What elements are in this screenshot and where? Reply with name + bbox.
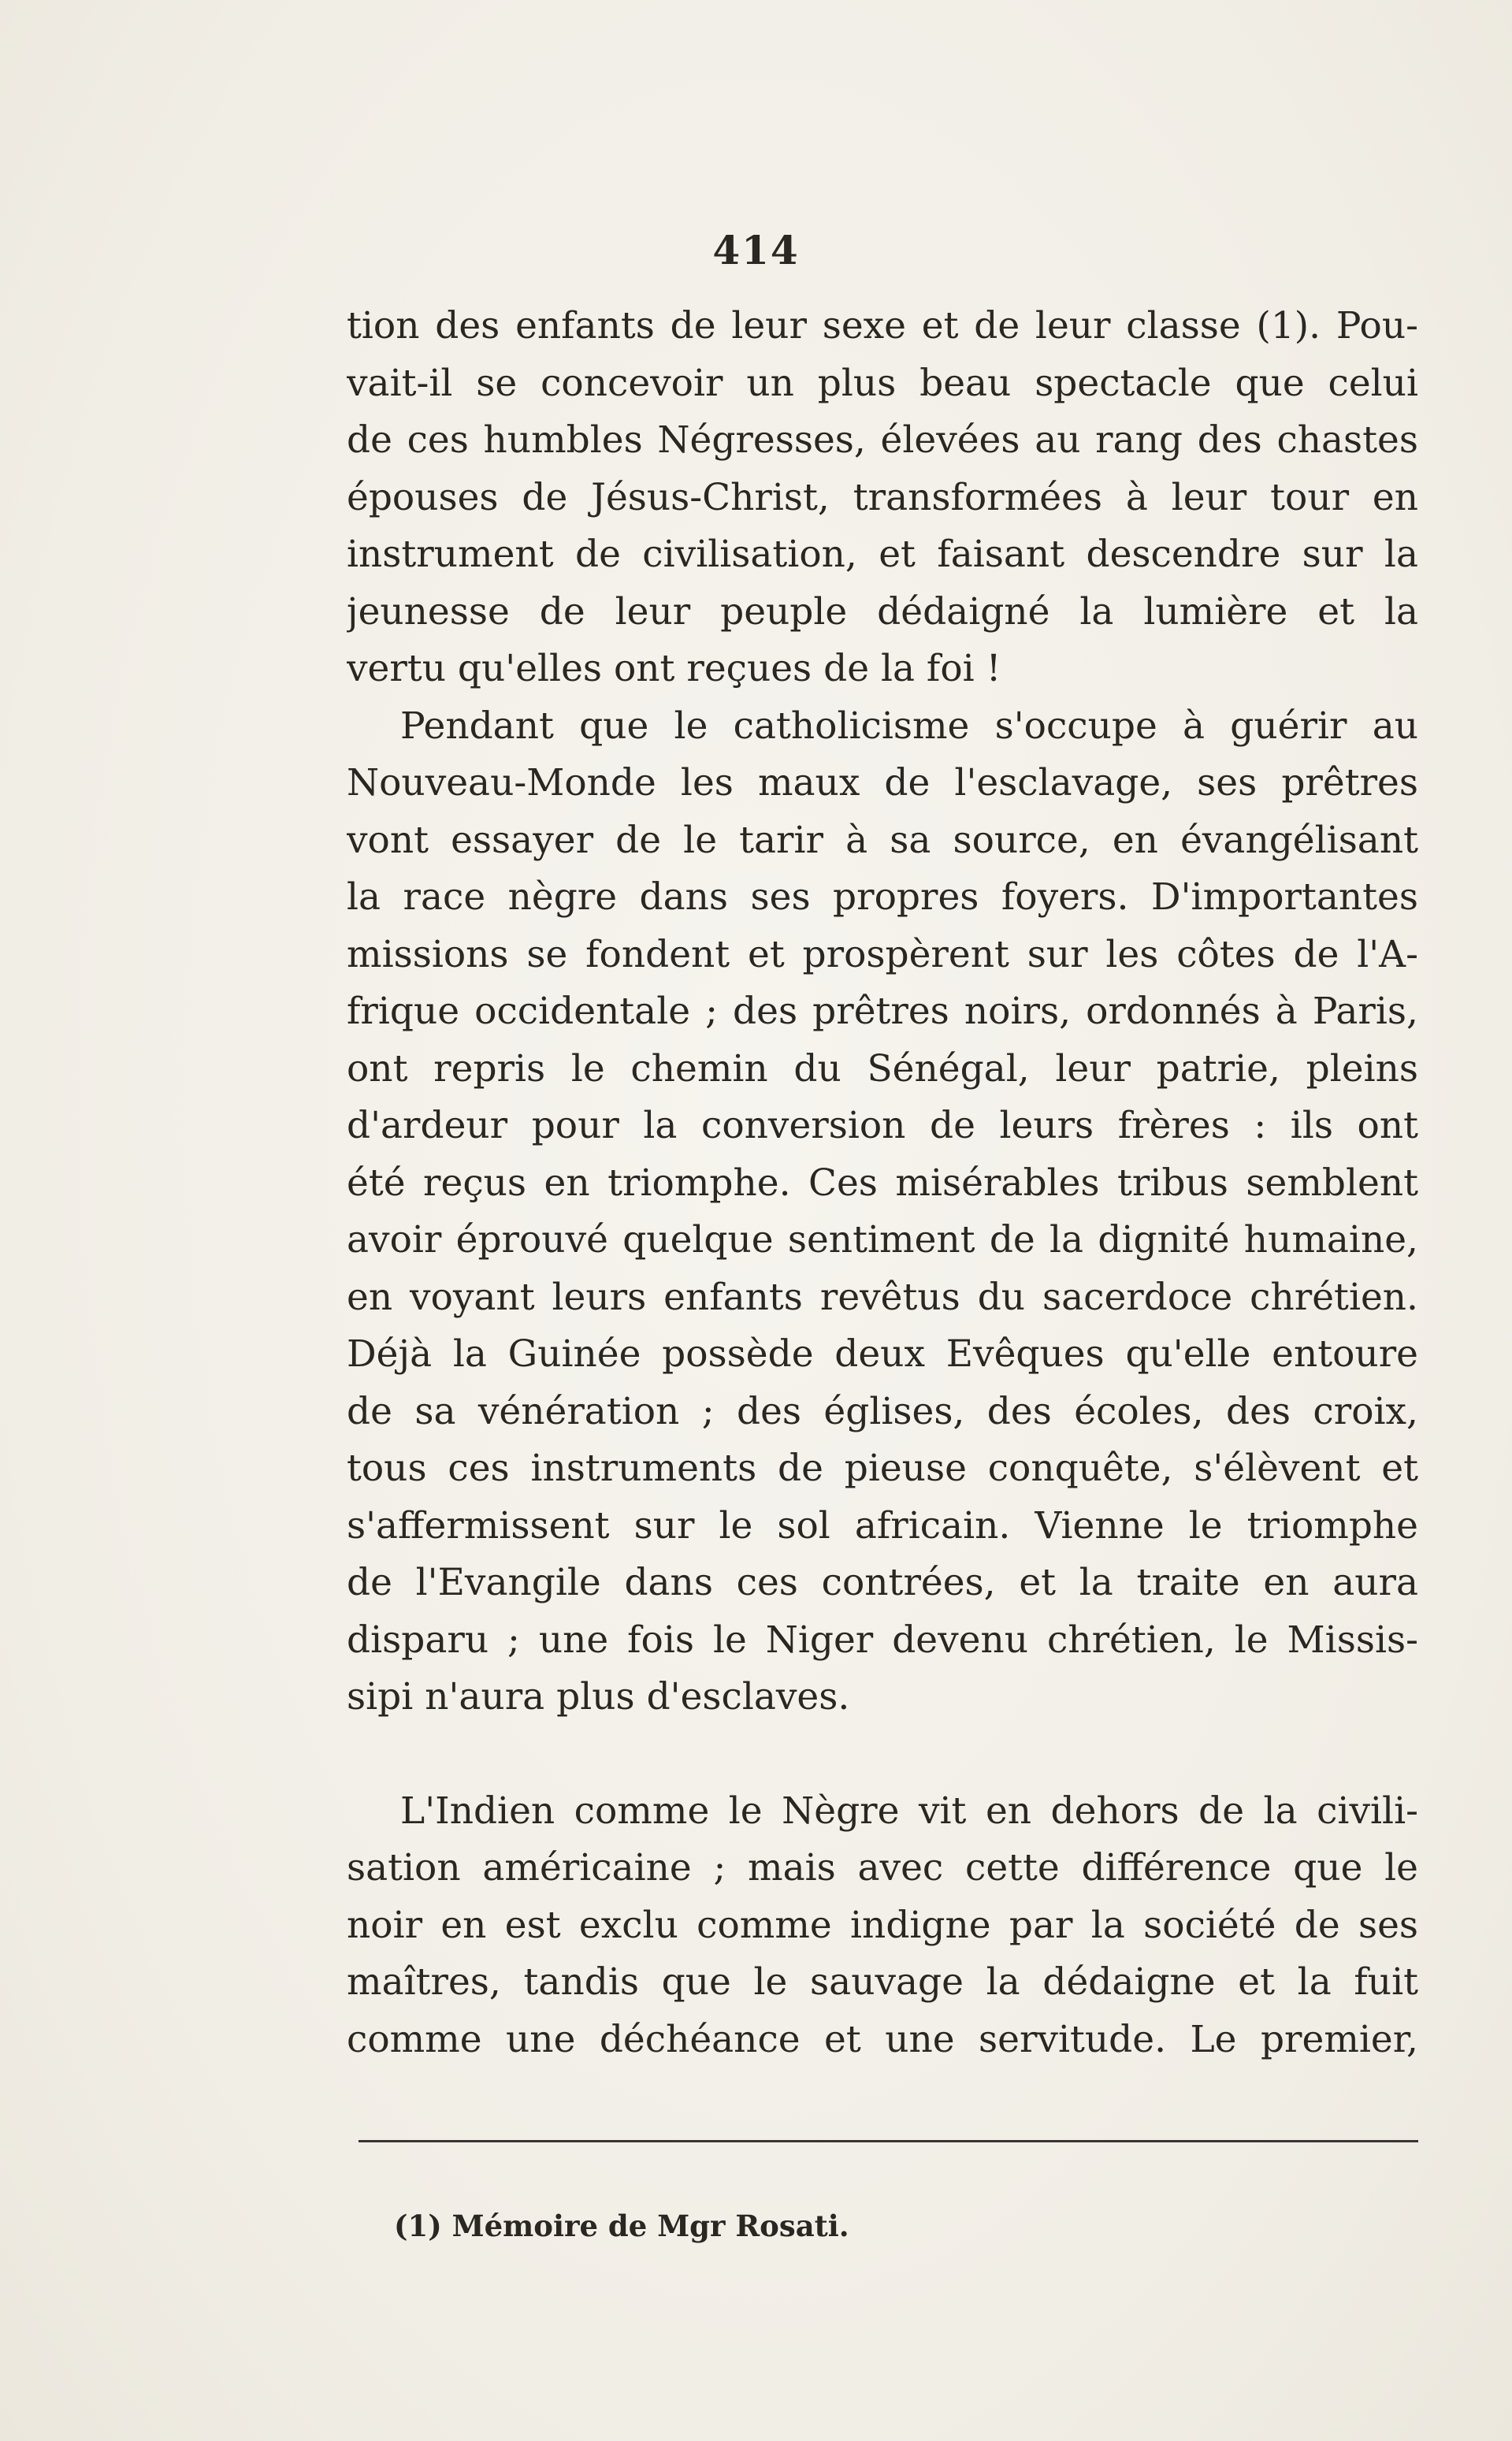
paragraph-2: [347, 698, 1418, 1726]
text-line: L'Indien comme le Nègre vit en dehors de la civili-: [400, 1789, 1418, 1833]
text-line: jeunesse de leur peuple dédaigné la lumière et la: [347, 589, 1418, 633]
text-line: Déjà la Guinée possède deux Evêques qu'elle entoure: [347, 1332, 1418, 1376]
text-line: maîtres, tandis que le sauvage la dédaigne et la fuit: [347, 1960, 1418, 2004]
text-line: s'affermissent sur le sol africain. Vienne le triomphe: [347, 1503, 1418, 1547]
text-line: instrument de civilisation, et faisant descendre sur la: [347, 533, 1418, 576]
text-line: ont repris le chemin du Sénégal, leur patrie, pleins: [347, 1046, 1418, 1090]
text-line: vertu qu'elles ont reçues de la foi !: [347, 647, 1001, 690]
text-line: noir en est exclu comme indigne par la société de ses: [347, 1903, 1418, 1947]
text-line: Pendant que le catholicisme s'occupe à guérir au: [400, 704, 1418, 748]
text-line: frique occidentale ; des prêtres noirs, ordonnés à Paris,: [347, 990, 1418, 1033]
paragraph-1: [347, 298, 1418, 698]
text-line: avoir éprouvé quelque sentiment de la dignité humaine,: [347, 1218, 1418, 1261]
footnote-rule: [358, 2140, 1418, 2142]
text-line: comme une déchéance et une servitude. Le premier,: [347, 2017, 1418, 2061]
text-line: missions se fondent et prospèrent sur les côtes de l'A-: [347, 932, 1418, 976]
body-text: [347, 298, 1418, 2068]
text-line: d'ardeur pour la conversion de leurs frères : ils ont: [347, 1104, 1418, 1147]
text-line: la race nègre dans ses propres foyers. D'importantes: [347, 875, 1418, 919]
text-line: tion des enfants de leur sexe et de leur classe (1). Pou-: [347, 304, 1418, 347]
text-line: en voyant leurs enfants revêtus du sacerdoce chrétien.: [347, 1275, 1418, 1319]
footnote: (1) Mémoire de Mgr Rosati.: [394, 2209, 849, 2243]
text-line: tous ces instruments de pieuse conquête, s'élèvent et: [347, 1447, 1418, 1490]
text-line: vait-il se concevoir un plus beau spectacle que celui: [347, 361, 1418, 405]
text-line: sipi n'aura plus d'esclaves.: [347, 1675, 850, 1718]
text-line: vont essayer de le tarir à sa source, en évangélisant: [347, 818, 1418, 862]
page-number: 414: [712, 227, 800, 273]
paragraph-3: [347, 1783, 1418, 2069]
text-line: épouses de Jésus-Christ, transformées à leur tour en: [347, 475, 1418, 519]
text-line: Nouveau-Monde les maux de l'esclavage, ses prêtres: [347, 761, 1418, 804]
text-line: disparu ; une fois le Niger devenu chrétien, le Missis-: [347, 1618, 1418, 1662]
text-line: de sa vénération ; des églises, des écoles, des croix,: [347, 1389, 1418, 1433]
text-line: été reçus en triomphe. Ces misérables tribus semblent: [347, 1161, 1418, 1205]
text-line: sation américaine ; mais avec cette différence que le: [347, 1846, 1418, 1889]
text-line: de ces humbles Négresses, élevées au rang des chastes: [347, 418, 1418, 462]
text-line: de l'Evangile dans ces contrées, et la traite en aura: [347, 1561, 1418, 1604]
section-gap: [347, 1726, 1418, 1783]
